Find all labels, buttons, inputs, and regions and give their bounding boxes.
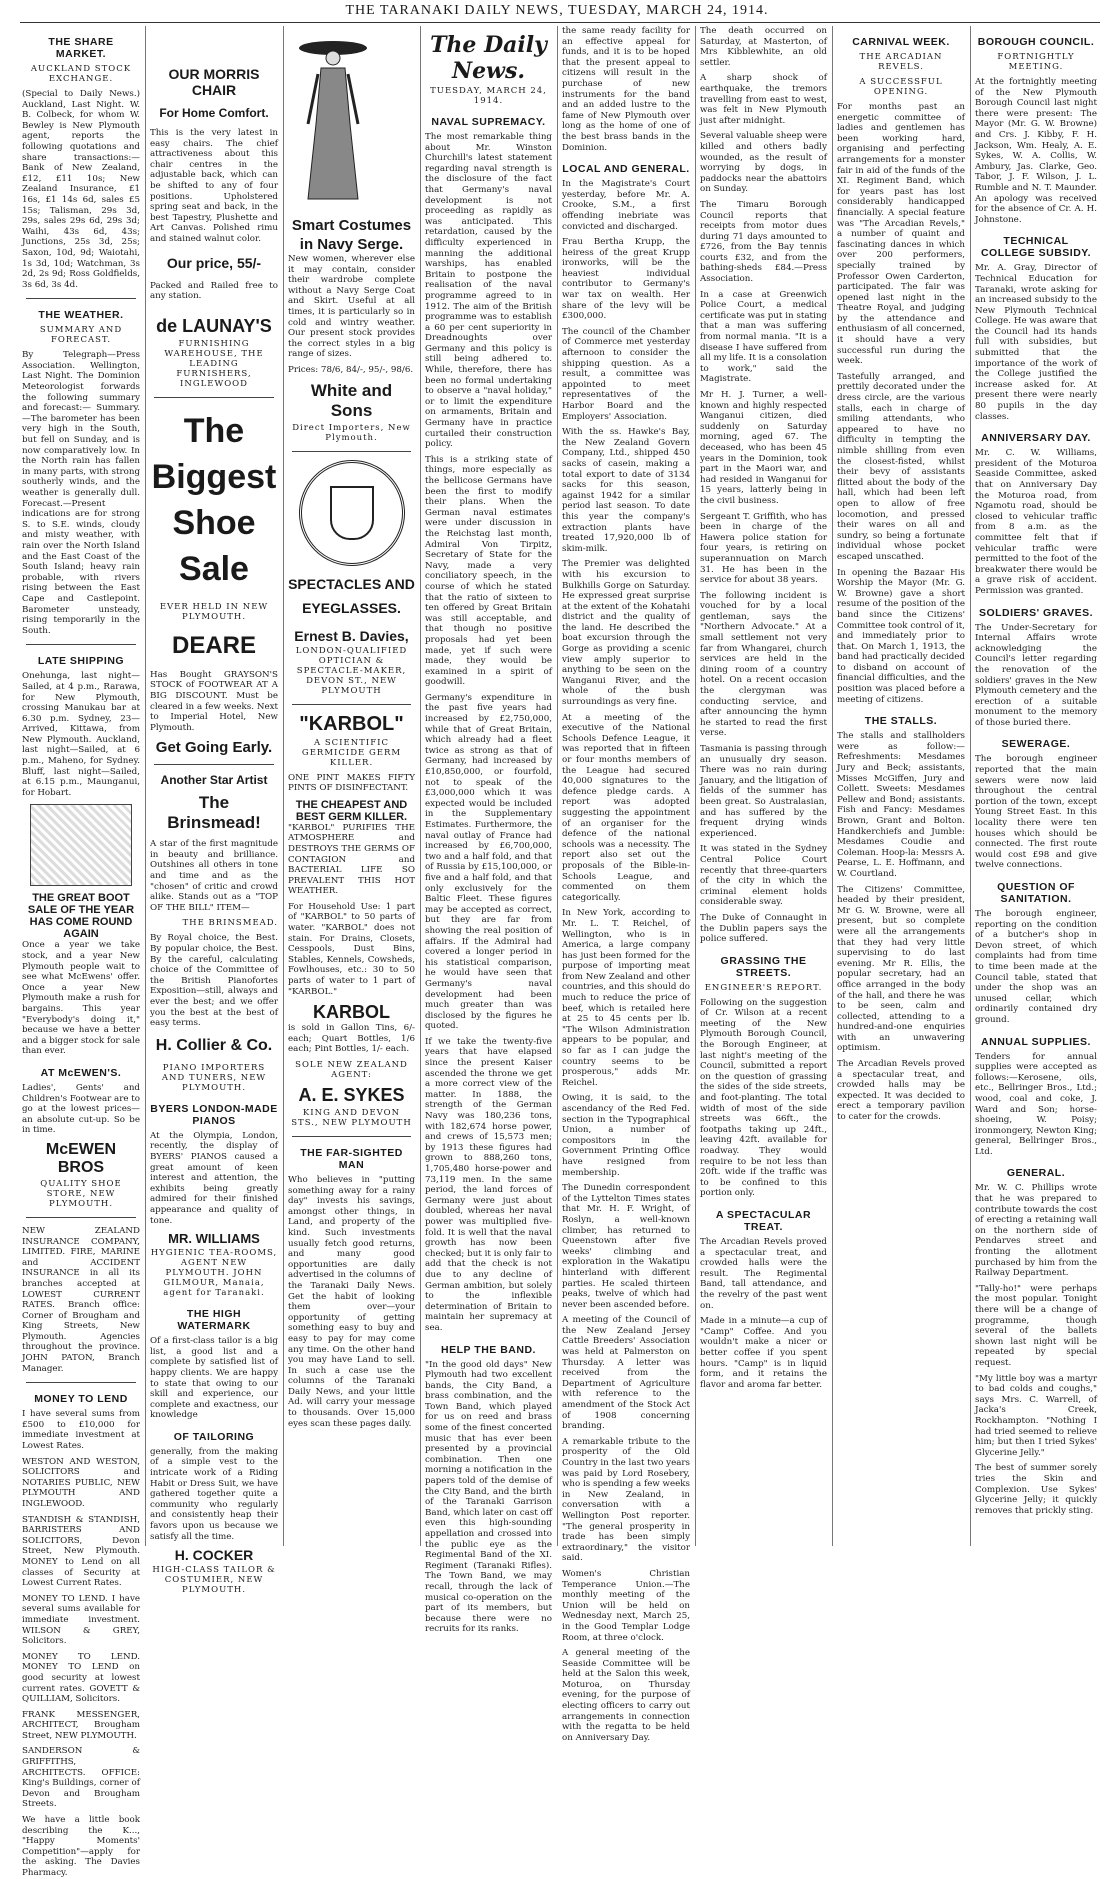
davies-sub: LONDON-QUALIFIED OPTICIAN & SPECTACLE-MAKER, DEVON ST., NEW PLYMOUTH (295, 645, 408, 696)
masthead-rule (20, 22, 1100, 23)
news-item: Mr H. J. Turner, a well-known and highly respected Wanganui citizen, died suddenly on Saturday morning, aged 67. The deceased, who has been 45 years in the Dominion, took part in the Maori war, and had resided in Wanganui for 15 years, latterly being in the civil business. (700, 390, 827, 506)
weather-heading: THE WEATHER. (38, 309, 124, 322)
carnival-paragraph: In opening the Bazaar His Worship the Mayor (Mr. G. W. Browne) gave a short resume of the position of the band since the Citizens' Committee took control of it, and immediately prior to that. On March 1, 1913, the band had practically decided to disband on account of financial difficulties, and the position was placed before a meeting of citizens. (837, 567, 965, 705)
column-divider (420, 26, 421, 1546)
divider (292, 704, 411, 705)
shipping-heading: LATE SHIPPING (37, 655, 125, 668)
far-sighted-text: Who believes in "putting something away for a rainy day" invests his savings, amongst other things, in Land, and property of the kind. Such investments usually fetch good returns, and many good opportunities are daily advertised in the columns of the Taranaki Daily News. Get the habit of looking them over—your opportunity of getting something easy to buy and easy to pay for may come any time. On the other hand you may have Land to sell. In such a case use the columns of the Taranaki Daily News, and your little Ad. will carry your message to thousands. Over 15,000 eyes scan these pages daily. (288, 1175, 415, 1429)
deare-tagline: Get Going Early. (155, 739, 273, 757)
column-4 (425, 26, 552, 1635)
mcewens-text: Ladies', Gents' and Children's Footwear are to go at the lowest prices—an absolute cut-up. So be in time. (22, 1082, 140, 1136)
local-item: Frau Bertha Krupp, the heiress of the great Krupp ironworks, will be the heaviest individual contributor to Germany's war tax on wealth. Her share of the levy will be £300,000. (562, 237, 690, 322)
column-divider (832, 26, 833, 1546)
local-item: In the Magistrate's Court yesterday, before Mr. A. Crooke, S.M., a first offending inebriate was convicted and discharged. (562, 179, 690, 232)
column-divider (970, 26, 971, 1546)
naval-paragraph: Germany's expenditure in the past five years had increased by £2,750,000, while that of Great Britain, which already had a fleet twice as strong as that of Germany, had increased by £10,850,000, or fourfold, not to speak of the £3,000,000 which it was expected would be included in the Supplementary Estimates. Furthermore, the naval outlay of France had increased by £6,700,000, two and a half fold, and that of Russia by £15,100,000, or five and a half fold, and that only exclusively for the Baltic Fleet. These figures may be accepted as correct, but they are far from showing the real position of affairs. If the Admiral had covered a longer period in his statistical comparison, he would have seen that Germany's naval development had been much greater than was disclosed by the figures he quoted. (425, 692, 552, 1032)
editorial-masthead: The Daily News. (430, 32, 547, 84)
white-sons-name: White and Sons (310, 380, 393, 420)
borough-paragraph: Mr. A. Gray, Director of Technical Education for Taranaki, wrote asking for an increased subsidy to the New Plymouth Technical College. He was aware that the Council had its hands full with subsidies, but submitted that the importance of the work of the College justified the increase asked for. At present there were nearly 80 pupils in the day classes. (975, 263, 1097, 422)
white-sons-sub: Direct Importers, New Plymouth. (292, 422, 411, 443)
spectacular-text: The Arcadian Revels proved a spectacular treat, and crowded halls were the result. The Regimental Band, tall attendance, and the revelry of the past went on. (700, 1236, 827, 1311)
share-market-subheading: AUCKLAND STOCK EXCHANGE. (30, 64, 132, 84)
smart-costumes-prices: Prices: 78/6, 84/-, 95/-, 98/6. (288, 364, 414, 375)
local-item: With the ss. Hawke's Bay, the New Zealand Govern Company, Ltd., shipped 450 sacks of casein, making a total export to date of 3134 sacks for this season, against 1942 for a similar period last season. To date this year the company's extraction plants have treated 17,920,000 lb of skim-milk. (562, 427, 690, 554)
local-item: The Dunedin correspondent of the Lyttelton Times states that Mr. H. F. Wright, of Roslyn, a well-known climber, has returned to Queenstown after five weeks' climbing and exploration in the Wakatipu hinterland with different parties. He scaled thirteen peaks, twelve of which had never been ascended before. (562, 1183, 690, 1310)
griffiths-ad: SANDERSON & GRIFFITHS, ARCHITECTS. OFFICE: King's Buildings, corner of Devon and Brougham Streets. (22, 1746, 140, 1810)
carnival-sub-2: A SUCCESSFUL OPENING. (859, 77, 943, 97)
williams-sub: HYGIENIC TEA-ROOMS, AGENT NEW PLYMOUTH. JOHN GILMOUR, Manaia, agent for Taranaki. (150, 1248, 278, 1299)
news-item: The Timaru Borough Council reports that receipts from motor dues during 71 days amounted to £726, from the Bay tennis courts £32, and from the bathing-sheds £84.—Press Association. (700, 199, 827, 285)
weather-text: By Telegraph—Press Association. Wellington, Last Night. The Dominion Meteorologist forwards the following summary and forecast:— Summary.—The barometer has been very high in the South, but fell on Sunday, and is now comparatively low. In the North rain has fallen in many parts, with strong southerly winds, and the weather is generally dull. Forecast.—Present indications are for strong S. to S.E. winds, cloudy and misty weather, with rain over the North Island and the East Coast of the South Island; heavy rain probable, with rivers rising between the East Cape and Castlepoint. Barometer unsteady, rising temporarily in the South. (22, 350, 140, 636)
borough-heading: BOROUGH COUNCIL. (977, 36, 1095, 48)
naval-heading: NAVAL SUPREMACY. (431, 116, 546, 128)
news-item: Several valuable sheep were killed and others badly wounded, as the result of worrying by dogs, in paddocks near the abattoirs on Sunday. (700, 131, 827, 195)
divider (292, 451, 411, 452)
news-item: The Duke of Connaught in the Dublin papers says the police suffered. (700, 912, 827, 945)
biggest-shoe-sale: The Biggest Shoe Sale (151, 411, 277, 588)
news-item: It was stated in the Sydney Central Police Court recently that three-quarters of the city in which the criminal element holds considerable sway. (700, 844, 827, 908)
borough-sub: FORTNIGHTLY MEETING. (997, 52, 1075, 72)
divider (154, 397, 274, 398)
collier-name: H. Collier & Co. (155, 1036, 273, 1054)
shipping-text: Onehunga, last night—Sailed, at 4 p.m., Rarawa, for New Plymouth, crossing Manukau bar at 6.30 p.m. Sydney, 23—Arrived, Kittawa, from New Plymouth. Auckland, last night—Sailed, at 6 p.m., Maheno, for Sydney. Bluff, last night—Sailed, at 6.15 p.m., Maunganui, for Hobart. (22, 671, 140, 798)
carnival-paragraph: For months past an energetic committee of ladies and gentlemen has been working hard, organising and perfecting arrangements for a monster fair in aid of the funds of the XI. Regiment Band, which for years past has lost considerably handicapped financially. A special feature was "The Arcadian Revels," a number of quaint and fascinating dances in which over 200 performers, specially trained by Professor Owen Carderton, participated. The fair was opened last night in the Theatre Royal, and judging by the attendance and enthusiasm of all concerned, it should have a very successful run during the week. (837, 102, 965, 367)
byers-text: At the Olympia, London, recently, the display of BYERS' PIANOS caused a great amount of keen interest and attention, the exhibits being greatly admired for their finished appearance and quality of tone. (150, 1130, 278, 1226)
column-divider (145, 26, 146, 1546)
sanitation-heading: QUESTION OF SANITATION. (997, 881, 1075, 905)
stalls-heading: THE STALLS. (864, 715, 938, 728)
column-2 (150, 26, 278, 1596)
insurance-ad: NEW ZEALAND INSURANCE COMPANY, LIMITED. FIRE, MARINE and ACCIDENT INSURANCE in all its branches accepted at LOWEST CURRENT RATES. Branch office: Corner of Brougham and King Streets, New Plymouth. Agencies throughout the province. JOHN PATON, Branch Manager. (22, 1225, 140, 1374)
sykes-name: A. E. SYKES (298, 1085, 405, 1105)
delaunay-sub: FURNISHING WAREHOUSE, THE LEADING FURNISHERS, INGLEWOOD (164, 338, 264, 389)
messenger-ad: FRANK MESSENGER, ARCHITECT, Brougham Street, NEW PLYMOUTH. (22, 1709, 140, 1741)
naval-paragraph: The most remarkable thing about Mr. Winston Churchill's latest statement regarding naval strength is the disclosure of the fact that Germany's naval development is not proceeding as rapidly as was anticipated. This retardation, caused by the difficulty experienced in manning the additional warships, has enabled Britain to postpone the realisation of the naval programme agreed to in 1912. The aim of the British programme was to establish a 60 per cent superiority in Dreadnoughts over Germany and this policy is still being adhered to. While, therefore, there has been no formal undertaking to observe a "naval holiday," or to limit the expenditure on armaments, Britain and Germany have in practice curtailed their construction policy. (425, 132, 552, 450)
borough-paragraph: At the fortnightly meeting of the New Plymouth Borough Council last night there were present: The Mayor (Mr. G. W. Browne) and Crs. J. Kibby, F. H. Jackson, Wm. Healy, A. E. Sykes, W. A. Collis, W. Ambury, Jas. Clarke, Geo. Tabor, J. F. Wilson, J. L. Rumble and N. T. Maunder. An apology was received for the absence of Cr. A. H. Johnstone. (975, 77, 1097, 225)
tailoring-heading: OF TAILORING (173, 1430, 255, 1443)
boot-sale-illustration (30, 804, 132, 886)
carnival-sub: THE ARCADIAN REVELS. (859, 52, 943, 72)
morris-chair-heading: OUR MORRIS CHAIR (168, 66, 260, 98)
editorial-date: TUESDAY, MARCH 24, 1914. (430, 86, 547, 106)
carnival-paragraph: The Arcadian Revels proved a spectacular treat, and crowded halls may be expected. It was decided to erect a temporary pavilion to cater for the crowds. (837, 1059, 965, 1123)
column-7 (837, 26, 965, 1546)
camp-coffee-ad: Made in a minute—a cup of "Camp" Coffee. And you wouldn't make a nicer or better coffee if you spent hours. "Camp" is in liquid form, and it retains the flavor and aroma far better. (700, 1316, 827, 1390)
borough-paragraph: "Tally-ho!" were perhaps the most popular. Tonight there will be a change of programme, though several of the ballets shown last night will be repeated by special request. (975, 1283, 1097, 1368)
share-market-text: (Special to Daily News.) Auckland, Last Night. W. B. Colbeck, for whom W. Bewley is New Plymouth agent, reports the following quotations and share transactions:— Bank of New Zealand, £12, £11 10s; New Zealand Insurance, £1 16s, £1 14s 6d, sales £5 15s; Talisman, 29s 3d, 29s, sales 29s 6d, 29s 3d; Waihi, 43s 6d, 43s; Junctions, 25s 3d, 25s; Saxon, 10d, 9d; Waiotahi, 1s 3d, 10d; Watchman, 3s 2d, 2s 9d; Ross Goldfields, 3s 6d, 3s 4d. (22, 89, 140, 290)
share-market-heading: THE SHARE MARKET. (48, 36, 114, 60)
local-item: A meeting of the Council of the New Zealand Jersey Cattle Breeders' Association was held at Palmerston on Thursday. A letter was received from the Department of Agriculture with reference to the amendment of the Stock Act of 1908 concerning branding. (562, 1315, 690, 1432)
borough-paragraph: "My little boy was a martyr to bad colds and coughs," says Mrs. C. Warrell, of Jacka's Creek, Rockhampton. "Nothing I had tried seemed to relieve him; but then I tried Sykes' Glycerine Jelly." (975, 1373, 1097, 1458)
watermark-heading: THE HIGH WATERMARK (177, 1308, 251, 1333)
news-item: Tasmania is passing through an unusually dry season. There was no rain during January, and the litigation of fields of the summer has been great. So Australasian, and has suffered by the frequent drying winds experienced. (700, 744, 827, 839)
annual-supplies-heading: ANNUAL SUPPLIES. (981, 1035, 1091, 1048)
band-continued: the same ready facility for an effective appeal for funds, and it is to be hoped that the present appeal to citizens will result in the purchase of new instruments for the band and an added lustre to the fame of New Plymouth over long as the home of one of the best brass bands in the Dominion. (562, 26, 690, 153)
cocker-name: H. COCKER (174, 1547, 254, 1564)
spectacular-heading: A SPECTACULAR TREAT. (715, 1208, 812, 1233)
karbol-agent: SOLE NEW ZEALAND AGENT: (295, 1060, 408, 1080)
column-divider (283, 26, 284, 1546)
tech-college-heading: TECHNICAL COLLEGE SUBSIDY. (980, 235, 1092, 260)
masthead: THE TARANAKI DAILY NEWS, TUESDAY, MARCH 24, 1914. (345, 3, 769, 18)
delaunay-name: de LAUNAY'S (156, 315, 272, 336)
money-to-lend-heading: MONEY TO LEND (34, 1393, 128, 1406)
divider (26, 644, 136, 645)
brinsmead-text: A star of the first magnitude in beauty and brilliance. Outshines all others in tone and time and as the "chosen" of critic and crowd alike. Stands out as a "TOP OF THE BILL" ITEM— (150, 839, 278, 913)
biggest-shoe-sale-sub: EVER HELD IN NEW PLYMOUTH. (159, 601, 269, 622)
naval-paragraph: If we take the twenty-five years that have elapsed since the present Kaiser ascended the throne we get a more correct view of the matter. In 1888, the strength of the German Navy was 180,236 tons, with 182,674 horse power, and crews of 15,573 men; by 1913 these figures had grown to 888,260 tons, 1,705,480 horse-power and 73,119 men. In the same period, the land forces of Germany were just about doubled, whereas her naval power was multiplied five-fold. It is well that the naval growth has now been checked; but it is only fair to add that the check is not due to any decline of German ambition, but solely to the inflexible determination of Britain to maintain her supremacy at sea. (425, 1036, 552, 1333)
column-1 (22, 26, 140, 1878)
morris-chair-price: Our price, 55/- (166, 254, 262, 271)
booklet-ad: We have a little book describing the K..., "Happy Moments' Competition"—apply for the asking. The Davies Pharmacy. (22, 1815, 140, 1878)
smart-costumes-heading: Smart Costumes in Navy Serge. (291, 217, 412, 253)
graves-heading: SOLDIERS' GRAVES. (978, 606, 1094, 619)
column-8 (975, 26, 1097, 1546)
local-item: A general meeting of the Seaside Committee will be held at the Salon this week, Moturoa, on Thursday evening, for the purpose of electing officers to carry out arrangements in connection with the regatta to be held on Anniversary Day. (562, 1648, 690, 1743)
borough-paragraph: Tenders for annual supplies were accepted as follows:—Kerosene, oils, etc., Bellringer Bros., Ltd.; wood, coal and coke, J. Ward and Son; horse-shoeing, W. Poisy; ironmongery, Newton King; general, Bellringer Bros., Ltd. (975, 1051, 1097, 1157)
carnival-heading: CARNIVAL WEEK. (852, 36, 950, 48)
wilson-grey-ad: MONEY TO LEND. I have several sums available for immediate investment. WILSON & GREY, Solicitors. (22, 1593, 140, 1647)
borough-paragraph: The best of summer sorely tries the Skin and Complexion. Use Sykes' Glycerine Jelly; it quickly removes that prickly sting. (975, 1463, 1097, 1516)
local-item: In New York, according to Mr. L. T. Reichel, of Wellington, who is in America, a large company has just been formed for the purpose of importing meat from New Zealand and other countries, and this should do much to reduce the price of beef, which is retailed here at 25 to 45 cents per lb. "The Wilson Administration appears to be popular, and so far as I can judge the country seems to be prosperous," adds Mr. Reichel. (562, 908, 690, 1088)
mcewen-bros-name: McEWEN BROS (45, 1140, 117, 1176)
news-item: Sergeant T. Griffith, who has been in charge of the Hawera police station for four years, is retiring on superannuation on March 31. He has been in the service for about 38 years. (700, 511, 827, 586)
grassing-text: Following on the suggestion of Cr. Wilson at a recent meeting of the New Plymouth Borough Council, the Borough Engineer, at last night's meeting of the Council, submitted a report on the question of grassing the sides of the side streets, and foot-planting. The total width of most of the side streets was 66ft., the footpaths taking up 24ft., leaving 42ft. available for roadway. They would require to be not less than 20ft. wide if the traffic was to be confined to this portion only. (700, 997, 827, 1199)
boot-sale-text: Once a year we take stock, and a year New Plymouth people wait to see what McEwens' offer. Once a year New Plymouth make a rush for bargains. This year "Everybody's doing it," because we have a better and a bigger stock for sale than ever. (22, 940, 140, 1057)
brinsmead-text-2: By Royal choice, the Best. By popular choice, the Best. By the careful, calculating choice of the Committee of the British Pianofortes Exposition—still, always and ever the best; and we offer you the best at the best of easy terms. (150, 933, 278, 1029)
money-to-lend-text: I have several sums from £500 to £10,000 for immediate investment at Lowest Rates. (22, 1409, 140, 1452)
weston-ad: WESTON AND WESTON, SOLICITORS and NOTARIES PUBLIC, NEW PLYMOUTH AND INGLEWOOD. (22, 1456, 140, 1509)
collier-sub: PIANO IMPORTERS AND TUNERS, NEW PLYMOUTH. (161, 1062, 267, 1093)
govett-ad: MONEY TO LEND. MONEY TO LEND on good security at lowest current rates. GOVETT & QUILLIAM, Solicitors. (22, 1651, 140, 1705)
local-item: The council of the Chamber of Commerce met yesterday afternoon to consider the shipping question. As a result, a committee was appointed to meet representatives of the Harbor Board and the Employers' Association. (562, 326, 690, 422)
news-item: The following incident is vouched for by a local gentleman, says the "Northern Advocate." At a small settlement not very far from Whangarei, church services are held in the dining room of a country hotel. On a recent occasion the clergyman was conducting service, and after announcing the hymn he started to read the first verse. (700, 590, 827, 739)
karbol-sold: is sold in Gallon Tins, 6/- each; Quart Bottles, 1/6 each; Pint Bottles, 1/- each. (288, 1023, 415, 1055)
standish-ad: STANDISH & STANDISH, BARRISTERS AND SOLICITORS, Devon Street, New Plymouth. MONEY to Lend on all classes of Security at Lowest Current Rates. (22, 1514, 140, 1589)
karbol-pint: ONE PINT MAKES FIFTY PINTS OF DISINFECTANT. (288, 772, 415, 794)
karbol-heading: "KARBOL" (299, 712, 404, 735)
carnival-paragraph: The Citizens' Committee, headed by their president, Mr G. W. Browne, were all present, but so complete were all the arrangements that they had very little supervising to do last evening. Mr R. Ellis, the popular secretary, had an office arranged in the body of the hall, and there he was to be seen, calm and collected, attending to a hundred-and-one enquiries with an unwavering optimism. (837, 884, 965, 1054)
sewerage-heading: SEWERAGE. (1001, 738, 1071, 751)
divider (292, 1136, 411, 1137)
cocker-sub: HIGH-CLASS TAILOR & COSTUMIER, NEW PLYMOUTH. (152, 1565, 276, 1596)
weather-subheading: SUMMARY AND FORECAST. (39, 325, 123, 346)
band-heading: HELP THE BAND. (441, 1343, 536, 1356)
column-6 (700, 26, 827, 1546)
local-item: Women's Christian Temperance Union.—The monthly meeting of the Union will be held on Wednesday next, March 25, in the Good Templar Lodge Room, at three o'clock. (562, 1568, 690, 1643)
smart-costumes-text: New women, wherever else it may contain, consider their wardrobe complete without a Navy Serge Coat and Skirt. Useful at all times, it is particularly so in cold and wintry weather. Our present stock provides the correct styles in a big range of sizes. (288, 254, 415, 360)
news-item: The death occurred on Saturday, at Masterton, of Mrs Kibblewhite, an old settler. (700, 26, 827, 68)
morris-chair-note: Packed and Railed free to any station. (150, 280, 278, 302)
karbol-cheapest: THE CHEAPEST AND BEST GERM KILLER. (295, 798, 408, 823)
divider (26, 298, 136, 299)
davies-name: Ernest B. Davies, (294, 627, 409, 644)
deare-name: DEARE (171, 631, 256, 659)
column-3 (288, 26, 415, 1546)
local-general-heading: LOCAL AND GENERAL. (562, 163, 690, 176)
karbol-text: "KARBOL" PURIFIES THE ATMOSPHERE and DESTROYS THE GERMS OF CONTAGION and BACTERIAL LIFE SO PREVALENT THIS HOT WEATHER. (288, 822, 415, 897)
woman-figure-illustration (288, 34, 378, 204)
spectacles-heading: SPECTACLES AND EYEGLASSES. (288, 575, 415, 616)
carnival-paragraph: Tastefully arranged, and prettily decorated under the dress circle, are the various stalls, each in charge of smiling attendants, who appeared to have no difficulty in tempting the nimble shilling from even the closest-fisted, whilst their bevy of assistants flitted about the body of the hall, which had been left open to allow of free locomotion, and pressed their wares on all and sundry, so being a fortunate individual whose pocket escaped unscathed. (837, 371, 965, 562)
news-item: In a case at Greenwich Police Court, a medical certificate was put in stating that a man was suffering from normal mania. "It is a disease I have suffered from all my life. It is a consolation to work," said the Magistrate. (700, 289, 827, 385)
sykes-sub: KING AND DEVON STS., NEW PLYMOUTH (291, 1108, 412, 1128)
karbol-sub: A SCIENTIFIC GERMICIDE GERM KILLER. (301, 737, 402, 768)
brinsmead-heading: The Brinsmead! (167, 793, 261, 833)
mcewens-heading: AT McEWEN'S. (40, 1066, 122, 1079)
local-item: The Premier was delighted with his excursion to Bulkhills Gorge on Saturday. He expressed great surprise at the extent of the Kohatahi district and the quality of the land. He described the boat excursion through the Gorge as providing a scenic view amply superior to anything to be seen on the Wanganui River, and the whole of the bush surroundings as very fine. (562, 559, 690, 708)
divider (26, 1382, 136, 1383)
borough-paragraph: The Under-Secretary for Internal Affairs wrote acknowledging the Council's letter regarding the renovation of the soldiers' graves in the New Plymouth cemetery and the erection of a suitable monument to the memory of those buried there. (975, 622, 1097, 728)
star-artist-heading: Another Star Artist (160, 773, 268, 788)
divider (26, 1217, 136, 1218)
anniversary-heading: ANNIVERSARY DAY. (981, 432, 1091, 445)
local-item: Owing, it is said, to the ascendancy of the Red Fed. section in the Typographical Union, a number of compositors in the Government Printing Office have resigned from membership. (562, 1093, 690, 1178)
band-text: "In the good old days" New Plymouth had two excellent bands, the City Band, a brass combination, and the Town Band, which played for us on reed and brass some of the finest concerted music that has ever been presented by a provincial combination. Then one morning a notification in the papers told of the demise of the City Band, and the birth of the Taranaki Garrison Band, which later on cast off even this high-sounding appellation and crossed into the public eye as the Regimental Band of the XI. Regiment (Taranaki Rifles). The Town Band, we may recall, through the lack of musical co-operation on the part of its members, but because there were no recruits for its ranks. (425, 1359, 552, 1635)
column-5 (562, 26, 690, 1743)
naval-paragraph: This is a striking state of things, more especially as the bellicose Germans have been the first to modify their plans. When the German naval estimates were under discussion in the Reichstag last month, Admiral Von Tirpitz, Secretary of State for the Navy, made a very conciliatory speech, in the course of which he stated that the ratio of sixteen to ten offered by Great Britain was still acceptable, and that though no positive proposals had yet been made, yet if such were made, they would be examined in a spirit of goodwill. (425, 454, 552, 688)
morris-chair-sub: For Home Comfort. (159, 106, 269, 120)
spectacle-makers-seal-icon (299, 460, 405, 566)
boot-sale-headline: THE GREAT BOOT SALE OF THE YEAR HAS COME ROUND AGAIN (27, 892, 135, 941)
far-sighted-heading: THE FAR-SIGHTED MAN (300, 1147, 403, 1171)
news-item: A sharp shock of earthquake, the tremors travelling from east to west, was felt in New Plymouth just after midnight. (700, 73, 827, 126)
borough-paragraph: Mr. W. C. Phillips wrote that he was prepared to contribute towards the cost of erecting a retaining wall on the northern side of Pendarves street and fronting the allotment purchased by him from the Railway Department. (975, 1183, 1097, 1279)
karbol-name: KARBOL (313, 1002, 390, 1023)
mcewen-bros-sub: QUALITY SHOE STORE, NEW PLYMOUTH. (40, 1178, 122, 1209)
brinsmead-sub: THE BRINSMEAD. (182, 918, 278, 929)
general-heading: GENERAL. (1006, 1167, 1066, 1180)
grassing-heading: GRASSING THE STREETS. (720, 954, 807, 979)
deare-text: Has Bought GRAYSON'S STOCK of FOOTWEAR AT A BIG DISCOUNT. Must be cleared in a few weeks. Next to Imperial Hotel, New Plymouth. (150, 669, 278, 733)
byers-heading: BYERS LONDON-MADE PIANOS (150, 1102, 278, 1127)
column-divider (557, 26, 558, 1546)
column-divider (695, 26, 696, 1546)
divider (154, 764, 274, 765)
stalls-text: The stalls and stallholders were as follow:— Refreshments: Mesdames Jury and Beck; assistants, Misses McGiffen, Jury and Collett. Sweets: Mesdames Pellew and Bond; assistants. Fish and Fancy: Mesdames Brown, Grant and Bolton. Handkerchiefs and Jumble: Mesdames Coudie and Coleman. Hoop-la: Messrs A. Pearse, L. E. Hoffmann, and W. Courtland. (837, 731, 965, 879)
watermark-text: Of a first-class tailor is a big list, a good list and a complete by satisfied list of happy clients. We are happy to state that owing to our skill and experience, our complete and exactness, our knowledge (150, 1336, 278, 1421)
morris-chair-text: This is the very latest in easy chairs. The chief attractiveness about this chair centres in the adjustable back, which can be shifted to any of four positions. Upholstered spring seat and back, in the best Tapestry, Plushette and Art Canvas. Polished rimu and stained walnut color. (150, 128, 278, 244)
williams-name: MR. WILLIAMS (168, 1231, 260, 1247)
local-item: At a meeting of the executive of the National Schools Defence League, it was reported that in fifteen or four months members of the League had secured 40,000 signatures to the defence pledge cards. A report was adopted suggesting the appointment of an organiser for the defence of the national schools was a necessity. The report also set out the proposals of the Bible-in-Schools League, and commented on them categorically. (562, 712, 690, 903)
borough-paragraph: The borough engineer, reporting on the condition of a butcher's shop in Devon street, of which complaints had from time to time been made at the Council table, stated that under the shop was an unused cellar, which ordinarily contained dry ground. (975, 909, 1097, 1025)
tailoring-text: generally, from the making of a simple vest to the intricate work of a Riding Habit or Dress Suit, we have gathered together quite a community who regularly and consistently heap their favors upon us because we satisfy all the time. (150, 1446, 278, 1542)
borough-paragraph: Mr. C. W. Williams, president of the Moturoa Seaside Committee, asked that on Anniversary Day the Moturoa road, from Ngamotu road, should be closed to vehicular traffic from 8 a.m. as the committee felt that if vehicular traffic were permitted to the foot of the breakwater there would be a grave risk of accident. Permission was granted. (975, 448, 1097, 596)
local-item: A remarkable tribute to the prosperity of the Old Country in the last two years was paid by Lord Rosebery, who is spending a few weeks in New Zealand, in conversation with a Wellington Post reporter. "The general prosperity in trade has been simply extraordinary," the visitor said. (562, 1436, 690, 1564)
karbol-usage: For Household Use: 1 part of "KARBOL" to 50 parts of water. "KARBOL" does not stain. For Drains, Closets, Cesspools, Dust Bins, Stables, Kennels, Cowsheds, Fowlhouses, etc.: 30 to 50 parts of water to 1 part of "KARBOL." (288, 901, 415, 997)
grassing-sub: ENGINEER'S REPORT. (704, 982, 823, 993)
borough-paragraph: The borough engineer reported that the main sewers were now laid throughout the central portion of the town, except Young Street East. In this locality there were ten houses which should be connected. The first route would cost £98 and give twelve connections. (975, 754, 1097, 871)
